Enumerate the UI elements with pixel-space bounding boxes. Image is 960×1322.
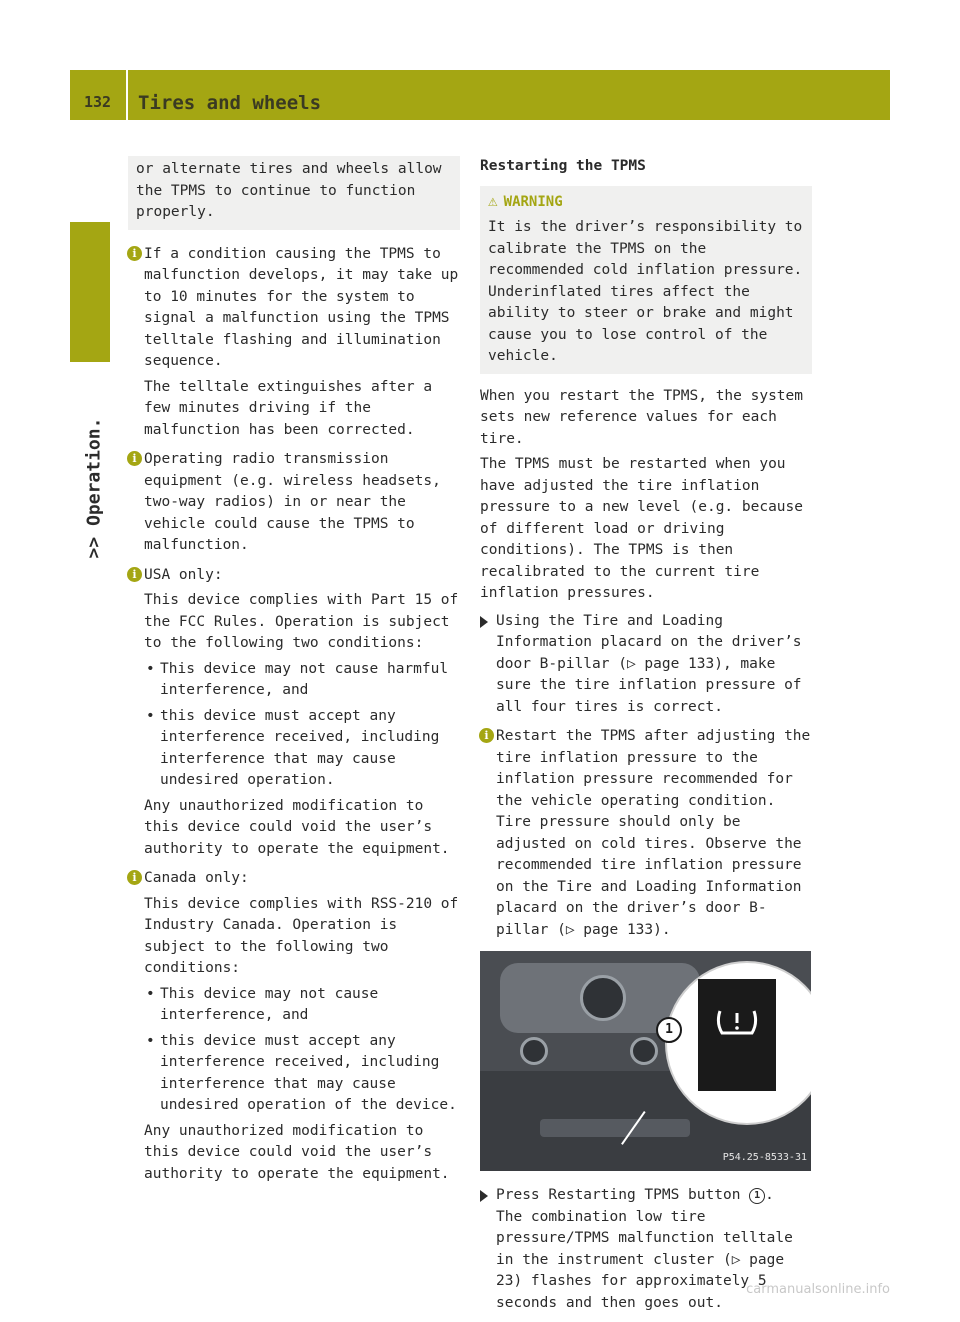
callout-number: 1 [749, 1188, 765, 1204]
photo-code: P54.25-8533-31 [722, 1151, 807, 1163]
footer-watermark: carmanualsonline.info [746, 1282, 890, 1297]
note-heading: USA only: [144, 566, 223, 583]
note-text: This device complies with Part 15 of the FCC Rules. Operation is subject to the following two conditions: [144, 592, 459, 651]
arrow-right-icon [480, 1190, 488, 1202]
paragraph: The TPMS must be restarted when you have adjusted the tire inflation pressure to a new level (e.g. because of different load or driving conditions). The TPMS is then recalibrated to the current tire inflation pressures. [480, 456, 804, 601]
callout-badge: 1 [656, 1017, 682, 1043]
header-separator [126, 70, 128, 120]
warning-title [488, 190, 804, 214]
list-item: • This device may not cause interference, and [144, 984, 460, 1027]
tpms-button-closeup [698, 979, 776, 1091]
left-column [128, 156, 460, 1193]
note-heading: Canada only: [144, 870, 249, 886]
note-text: The telltale extinguishes after a few minutes driving if the malfunction has been corrected. [144, 378, 433, 438]
tpms-symbol-icon [698, 979, 776, 1091]
paragraph: When you restart the TPMS, the system sets new reference values for each tire. [480, 387, 804, 447]
note-text: Any unauthorized modification to this device could void the user’s authority to operate the equipment. [144, 1122, 450, 1182]
step-check-pressure [480, 611, 812, 719]
subheading: Restarting the TPMS [480, 158, 646, 174]
info-icon: i [479, 728, 494, 743]
page-number: 132 [84, 93, 112, 111]
intro-box-text: or alternate tires and wheels allow the TPMS to continue to function properly. [136, 161, 442, 220]
right-column [480, 154, 812, 1322]
control-knob [580, 975, 626, 1021]
step-text: Using the Tire and Loading Information placard on the driver’s door B-pillar (▷ page 133), make sure the tire inflation pressure of all four tires is correct. [496, 612, 802, 715]
step-text: Press Restarting TPMS button [496, 1187, 741, 1203]
side-color-block [70, 222, 110, 362]
info-icon: i [127, 567, 142, 582]
note-text: If a condition causing the TPMS to malfunction develops, it may take up to 10 minutes for the system to signal a malfunction using the TPMS telltale flashing and illumination sequence. [144, 245, 459, 369]
warning-text: It is the driver’s responsibility to calibrate the TPMS on the recommended cold inflation pressure. Underinflated tires affect the ability to steer or brake and might cause you to lose control of the vehicle. [488, 219, 803, 364]
warning-triangle-icon: ⚠ [488, 190, 498, 210]
list-item: • This device may not cause harmful interference, and [144, 659, 460, 702]
info-icon: i [127, 451, 142, 466]
control-knob [520, 1037, 548, 1065]
list-item: • this device must accept any interference received, including interference that may cause undesired operation of the device. [144, 1031, 460, 1117]
note-usa [128, 565, 460, 861]
note-radio [128, 449, 460, 557]
note-text: This device complies with RSS-210 of Industry Canada. Operation is subject to the following two conditions: [144, 895, 459, 976]
note-malfunction [128, 244, 460, 442]
side-tab-label: >> Operation. [83, 417, 105, 559]
intro-box [128, 156, 460, 230]
side-tab [66, 417, 122, 559]
note-canada [128, 868, 460, 1185]
note-text: Operating radio transmission equipment (e.g. wireless headsets, two-way radios) in or near the vehicle could cause the TPMS to malfunction. [144, 451, 441, 553]
step-text-suffix: . [765, 1187, 774, 1203]
list-item: • this device must accept any interference received, including interference that may cause undesired operation. [144, 706, 460, 792]
note-text: Any unauthorized modification to this device could void the user’s authority to operate the equipment. [144, 797, 450, 857]
info-icon: i [127, 870, 142, 885]
info-icon: i [127, 246, 142, 261]
warning-box [480, 186, 812, 374]
step-result: The combination low tire pressure/TPMS malfunction telltale in the instrument cluster (▷ page 23) flashes for approximately 5 seconds and then goes out. [496, 1208, 793, 1311]
warning-title-text: WARNING [503, 193, 563, 210]
tpms-button-photo [480, 951, 811, 1171]
section-title: Tires and wheels [138, 92, 322, 114]
note-text: Restart the TPMS after adjusting the tire inflation pressure to the inflation pressure recommended for the vehicle operating condition. Tire pressure should only be adjusted on cold tires. Observe the recommended tire inflation pressure on the Tire and Loading Information placard on the driver’s door B-pillar (▷ page 133). [496, 728, 811, 938]
control-knob [630, 1037, 658, 1065]
note-restart [480, 726, 812, 941]
arrow-right-icon [480, 616, 488, 628]
switch-row [540, 1119, 690, 1137]
